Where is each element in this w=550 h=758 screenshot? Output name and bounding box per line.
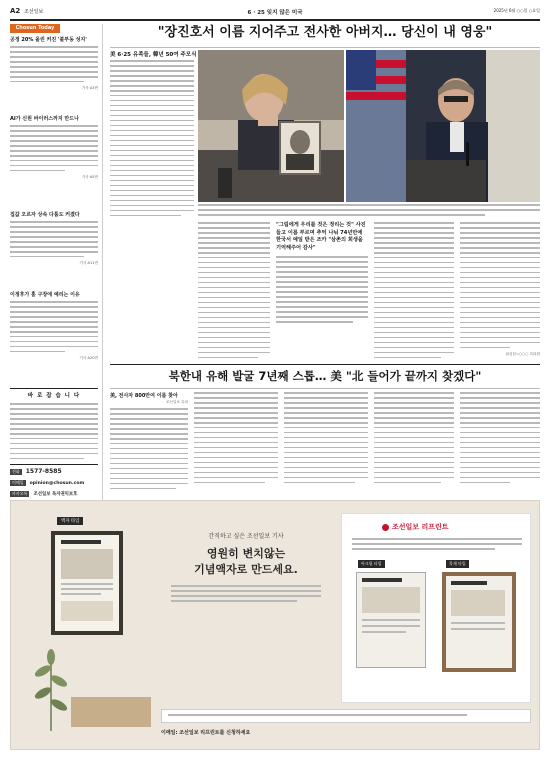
second-col-4: [374, 392, 454, 487]
main-body-col-1: [198, 222, 270, 362]
second-subhead: 美, 전사자 800만여 이름 찾아: [110, 393, 178, 399]
ad-footer: 이메일: 조선일보 리프린트를 신청하세요: [161, 730, 251, 736]
main-photo-speaker: [198, 50, 344, 202]
second-col-2: [194, 392, 278, 487]
second-col-5: [460, 392, 540, 487]
brief-tag: 기사 A5면: [81, 174, 98, 179]
brand-name: 조선일보 리프린트: [392, 523, 449, 531]
main-lead-text: [110, 60, 194, 220]
wooden-stand: [71, 697, 151, 727]
main-photo-podium: [346, 50, 540, 202]
ad-contact-bar[interactable]: [161, 709, 531, 723]
photo-caption: [198, 204, 540, 219]
ad-headline-1: 영원히 변치않는: [206, 547, 286, 560]
phone-label: 전화: [12, 468, 20, 474]
plant-icon: [31, 621, 71, 731]
main-headline: "장진호서 이름 지어주고 전사한 아버지… 당신이 내 영웅": [157, 25, 493, 40]
reprint-advertisement[interactable]: [10, 500, 540, 750]
page-number: A2: [10, 7, 21, 15]
brand-text: [352, 538, 522, 553]
acrylic-frame-sample: [356, 572, 426, 668]
brief-title: AI가 신원 바이러스까지 만드나: [10, 116, 79, 122]
main-byline: 워싱턴=○○○ 특파원: [505, 351, 540, 356]
today-label: Chosun Today: [15, 25, 55, 31]
brief-tag: 기사 A11면: [79, 260, 98, 265]
pull-quote: [276, 222, 368, 326]
brief-item[interactable]: [10, 292, 98, 361]
plant-decoration: [31, 621, 71, 731]
brief-title: 이정후가 홈 구장에 예리는 이유: [10, 292, 80, 298]
speaker-photo-illustration: [198, 50, 344, 202]
today-badge: [10, 24, 60, 33]
brief-tag: 기사 A20면: [79, 355, 98, 360]
ad-brand-panel: [341, 513, 531, 703]
email-label: 이메일: [12, 480, 24, 485]
correction-box: [10, 391, 98, 463]
left-column: [10, 24, 98, 558]
brand-mark-icon: [382, 524, 389, 531]
ad-copy: [171, 585, 321, 605]
correction-label: 바 로 잡 습 니 다: [27, 393, 81, 399]
kakao-label: 카카오톡: [12, 491, 28, 496]
acrylic-type-label: 아크릴 타입: [358, 560, 385, 568]
section-title: 6 · 25 잊지 않은 미국: [247, 10, 303, 16]
second-col-3: [284, 392, 368, 487]
main-subhead: 美 6·25 유족들, 韓년 50여 주모식: [110, 52, 197, 58]
paper-name: 조선일보: [24, 9, 44, 15]
issue-date: 2025년 6월 ○○일 ○요일: [493, 8, 540, 13]
brand-logo: [382, 522, 449, 532]
ad-headline-2: 기념액자로 만드세요.: [194, 563, 298, 576]
second-headline: 북한내 유해 발굴 7년째 스톱… 美 "北 들어가 끝까지 찾겠다": [168, 369, 482, 383]
wood-type-label: 목재 타입: [446, 560, 469, 568]
second-col-1: [110, 392, 188, 493]
brief-item[interactable]: [10, 37, 98, 91]
ad-frame-label: 액자 타입: [57, 517, 83, 525]
ad-tagline: 간직하고 싶은 조선일보 기사: [208, 533, 284, 540]
brief-title: 집값 오르자 상속 다툼도 커졌다: [10, 212, 80, 218]
main-body-col-3: [374, 222, 454, 362]
brief-tag: 기사 A3면: [81, 85, 98, 90]
brief-title: 공정 20% 올린 커진 '불부동 성지': [10, 37, 87, 43]
framed-newspaper-mockup: [51, 531, 123, 635]
email-address[interactable]: opinion@chosun.com: [29, 480, 85, 486]
phone-number[interactable]: 1577-8585: [25, 468, 62, 475]
page-header: [10, 6, 540, 18]
podium-photo-illustration: [346, 50, 540, 202]
second-byline: 조선일보 특파: [166, 400, 188, 404]
wood-frame-sample: [442, 572, 516, 672]
kakao-channel[interactable]: 조선일보 독자권익보호: [33, 492, 78, 497]
brief-item[interactable]: [10, 116, 98, 180]
main-body-col-4: [460, 222, 540, 357]
pull-quote-text: "그림에게 우리를 것은 정리는 것" 사진 들고 이름 부르며 추억 나눠 74년만에 한국서 예일 받은 조카 "삼촌의 희생을 기억해주어 감사": [276, 222, 366, 251]
brief-item[interactable]: [10, 212, 98, 266]
